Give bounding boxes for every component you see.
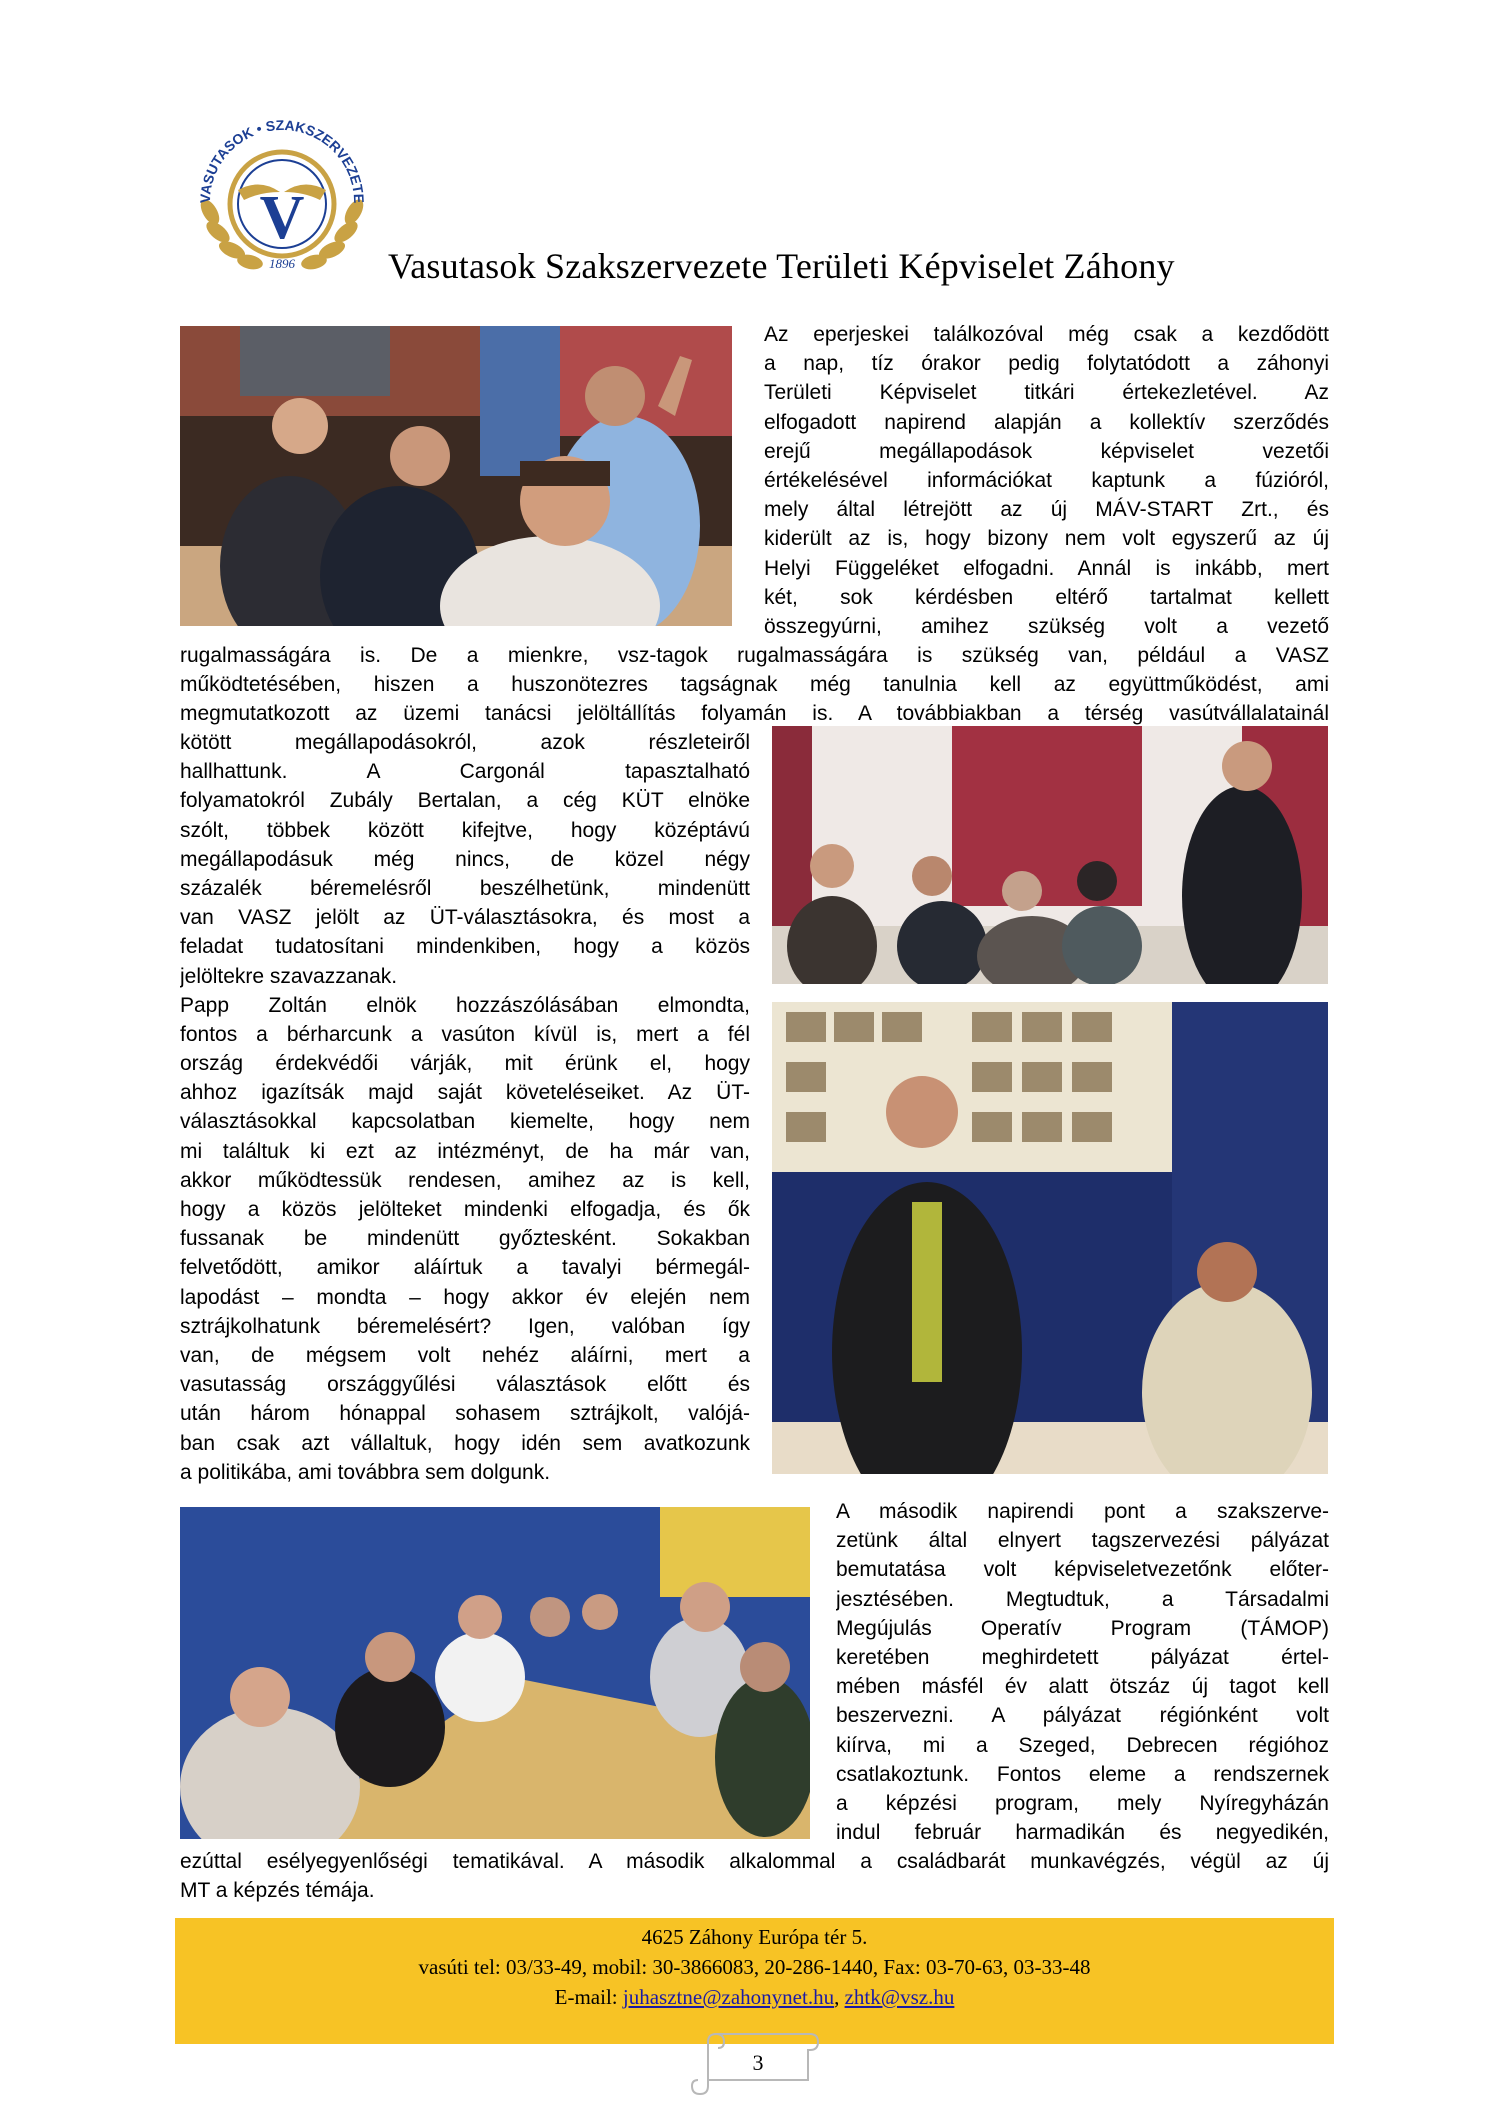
- text-line: a nap, tíz órakor pedig folytatódott a záhonyi: [764, 352, 1329, 376]
- text-line: megállapodásuk még nincs, de közel négy: [180, 847, 750, 871]
- text-line: vasutasság országgyűlési választások előtt és: [180, 1373, 750, 1397]
- text-line: értékelésével információkat kaptunk a fúzióról,: [764, 468, 1329, 492]
- page-number: 3: [752, 2050, 764, 2075]
- page-number-scroll: [688, 2020, 828, 2100]
- text-line: jelöltekre szavazzanak.: [180, 964, 398, 988]
- svg-text:VASUTASOK • SZAKSZERVEZETE: VASUTASOK • SZAKSZERVEZETE: [196, 116, 368, 204]
- text-line: van, de mégsem volt nehéz aláírni, mert a: [180, 1343, 750, 1367]
- email-separator: ,: [834, 1985, 840, 2009]
- footer-address: 4625 Záhony Európa tér 5.: [641, 1925, 868, 1949]
- article-paragraph-tamop-continued: [180, 1847, 1329, 1905]
- text-line: megmutatkozott az üzemi tanácsi jelöltállítás folyamán is. A továbbiakban a térség vasútvállalatainál: [180, 702, 1329, 726]
- email-link-2[interactable]: zhtk@vsz.hu: [844, 1985, 955, 2009]
- text-line: keretében meghirdetett pályázat értel-: [836, 1645, 1329, 1669]
- union-logo: [188, 92, 376, 278]
- text-line: felvetődött, amikor aláírtuk a tavalyi bérmegál-: [180, 1256, 750, 1280]
- text-line: a politikába, ami továbbra sem dolgunk.: [180, 1460, 551, 1484]
- text-line: Megújulás Operatív Program (TÁMOP): [836, 1616, 1329, 1640]
- text-line: feladat tudatosítani mindenkiben, hogy a közös: [180, 935, 750, 959]
- text-line: mi találtuk ki ezt az intézményt, de ha már van,: [180, 1139, 750, 1163]
- meeting-photo: [180, 326, 732, 626]
- text-line: működtetésében, hiszen a huszonötezres tagságnak még tanulnia kell az együttműködést, ami: [180, 673, 1329, 697]
- text-line: Papp Zoltán elnök hozzászólásában elmondta,: [180, 993, 750, 1017]
- svg-text:1896: 1896: [269, 256, 295, 271]
- text-line: ban csak azt vállaltuk, hogy idén sem avatkozunk: [180, 1431, 750, 1455]
- text-line: hogy a közös jelölteket mindenki elfogadja, és ők: [180, 1198, 750, 1221]
- speaker-with-woman-photo: [772, 1002, 1328, 1474]
- text-line: ország érdekvédői várják, mit érünk el, hogy: [180, 1052, 750, 1076]
- text-line: jesztésében. Megtudtuk, a Társadalmi: [836, 1587, 1329, 1611]
- article-paragraph-tamop: [836, 1497, 1329, 1847]
- speaker-photo: [772, 726, 1328, 984]
- article-paragraph-cargo: [180, 728, 750, 1487]
- text-line: mely által létrejött az új MÁV-START Zrt., és: [764, 498, 1329, 522]
- text-line: összegyúrni, amihez szükség volt a vezető: [764, 614, 1329, 638]
- article-paragraph-intro-continued: [180, 641, 1329, 729]
- text-line: bemutatása volt képviseletvezetőnk előter-: [836, 1558, 1329, 1582]
- article-paragraph-intro: [764, 320, 1329, 641]
- text-line: százalék béremelésről beszélhetünk, mindenütt: [180, 876, 750, 900]
- text-line: után három hónappal sohasem sztrájkolt, valójá-: [180, 1402, 750, 1426]
- text-line: sztrájkolhatunk béremelésért? Igen, valóban így: [180, 1314, 750, 1338]
- text-line: mében másfél év alatt ötszáz új tagot kell: [836, 1675, 1329, 1699]
- text-line: fontos a bérharcunk a vasúton kívül is, mert a fél: [180, 1022, 750, 1046]
- text-line: fussanak be mindenütt győztesként. Sokakban: [180, 1227, 750, 1251]
- text-line: van VASZ jelölt az ÜT-választásokra, és most a: [180, 906, 750, 930]
- svg-text:V: V: [259, 184, 305, 252]
- text-line: csatlakoztunk. Fontos eleme a rendszernek: [836, 1762, 1329, 1786]
- text-line: MT a képzés témája.: [180, 1879, 375, 1903]
- footer-email-label: E-mail:: [554, 1985, 618, 2009]
- text-line: folyamatokról Zubály Bertalan, a cég KÜT elnöke: [180, 789, 750, 813]
- table-meeting-photo: [180, 1507, 810, 1839]
- text-line: A második napirendi pont a szakszerve-: [836, 1500, 1329, 1523]
- text-line: Helyi Függeléket elfogadni. Annál is inkább, mert: [764, 556, 1329, 580]
- text-line: Területi Képviselet titkári értekezletével. Az: [764, 381, 1329, 405]
- text-line: választásokkal kapcsolatban kiemelte, hogy nem: [180, 1110, 750, 1134]
- text-line: szólt, többek között kifejtve, hogy középtávú: [180, 818, 750, 842]
- text-line: akkor működtessük rendesen, amihez az is kell,: [180, 1168, 750, 1192]
- text-line: két, sok kérdésben eltérő tartalmat kellett: [764, 585, 1329, 609]
- text-line: ezúttal esélyegyenlőségi tematikával. A második alkalommal a családbarát munkavégzés, végül az új: [180, 1850, 1329, 1873]
- text-line: kiderült az is, hogy bizony nem volt egyszerű az új: [764, 527, 1329, 551]
- text-line: hallhattunk. A Cargonál tapasztalható: [180, 760, 750, 784]
- footer-phones: vasúti tel: 03/33-49, mobil: 30-3866083, 20-286-1440, Fax: 03-70-63, 03-33-48: [418, 1955, 1091, 1979]
- text-line: elfogadott napirend alapján a kollektív szerződés: [764, 410, 1329, 434]
- text-line: a képzési program, mely Nyíregyházán: [836, 1791, 1329, 1815]
- text-line: rugalmasságára is. De a mienkre, vsz-tagok rugalmasságára is szükség van, például a VASZ: [180, 644, 1329, 667]
- text-line: kiírva, mi a Szeged, Debrecen régióhoz: [836, 1733, 1329, 1757]
- page-title: Vasutasok Szakszervezete Területi Képviselet Záhony: [388, 246, 1175, 286]
- text-line: Az eperjeskei találkozóval még csak a kezdődött: [764, 323, 1329, 346]
- text-line: ahhoz igazítsák majd saját követeléseiket. Az ÜT-: [180, 1081, 750, 1105]
- text-line: zetünk által elnyert tagszervezési pályázat: [836, 1529, 1329, 1553]
- footer-email-line: [175, 1982, 1334, 2012]
- text-line: kötött megállapodásokról, azok részleteiről: [180, 731, 750, 754]
- text-line: beszervezni. A pályázat régiónként volt: [836, 1704, 1329, 1728]
- text-line: lapodást – mondta – hogy akkor év elején nem: [180, 1285, 750, 1309]
- text-line: erejű megállapodások képviselet vezetői: [764, 439, 1329, 463]
- email-link-1[interactable]: juhasztne@zahonynet.hu: [622, 1985, 835, 2009]
- text-line: indul február harmadikán és negyedikén,: [836, 1821, 1329, 1845]
